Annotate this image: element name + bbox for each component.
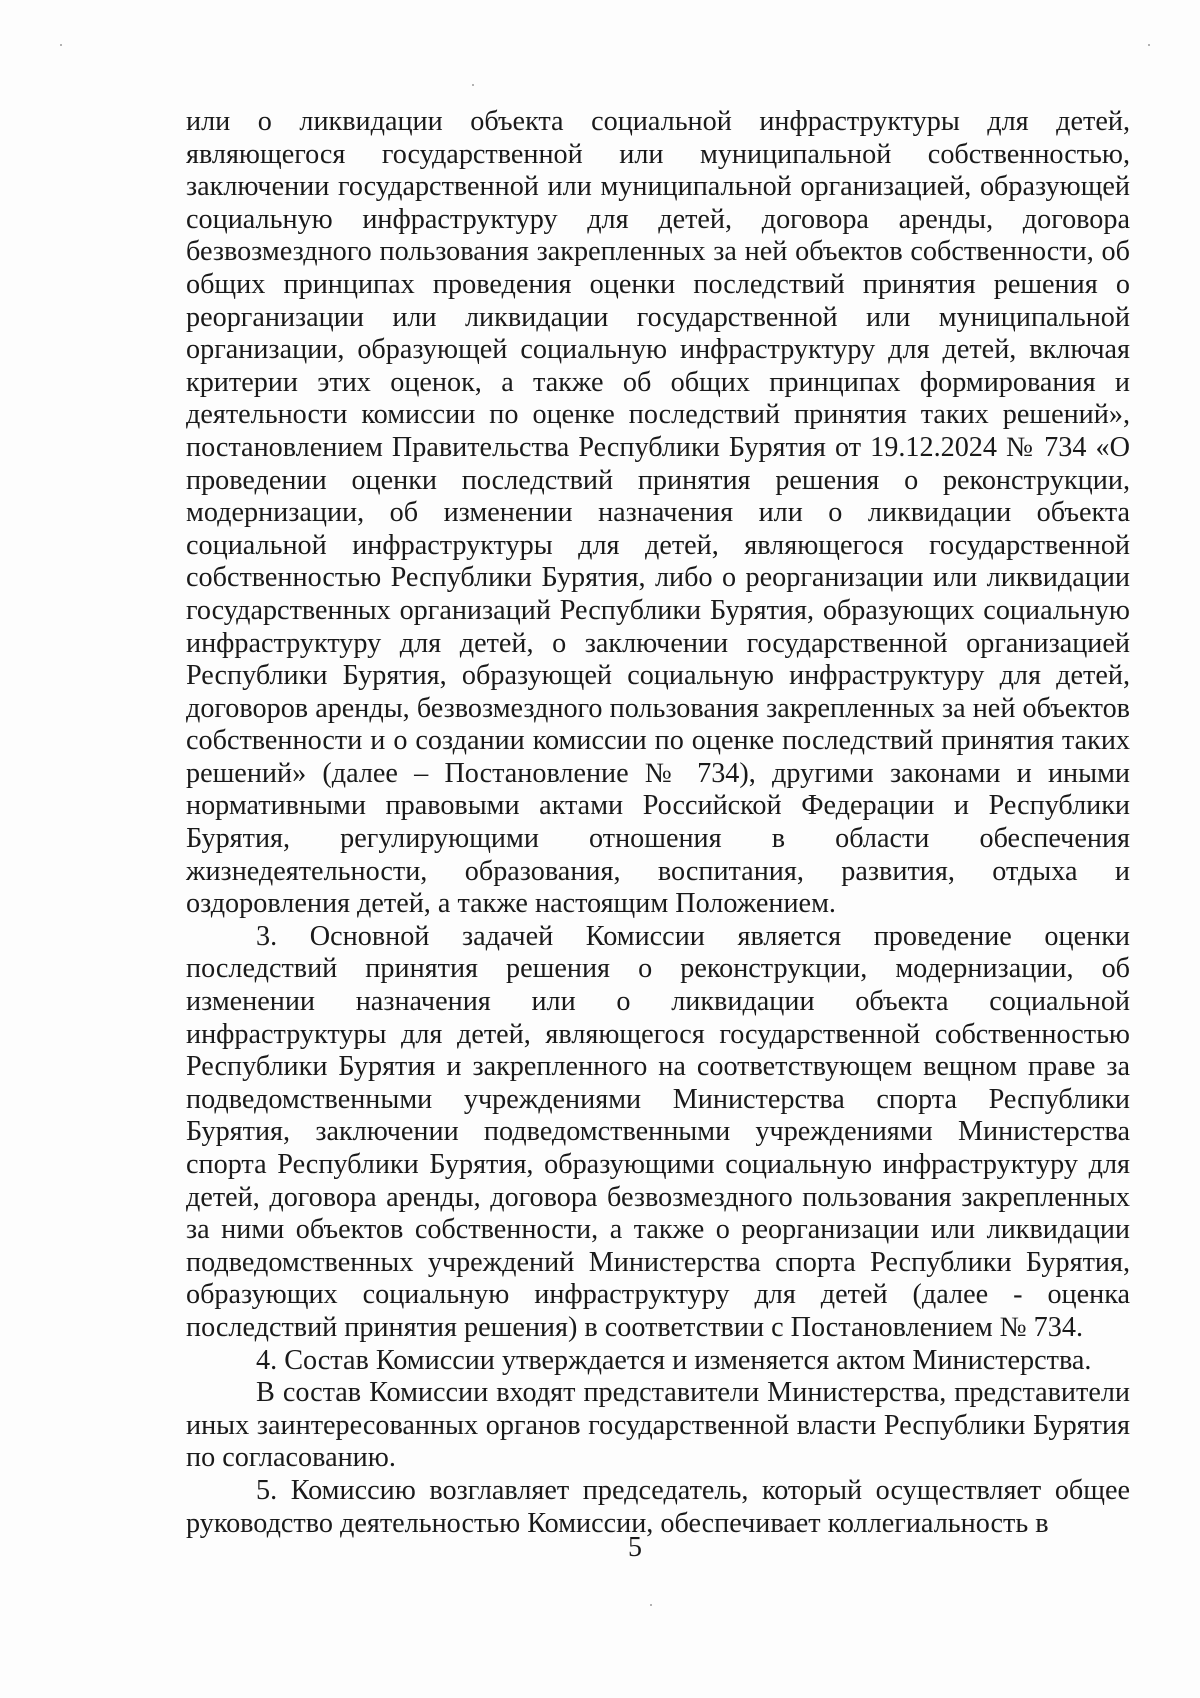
document-body — [186, 106, 1130, 1540]
paragraph-commission-composition: В состав Комиссии входят представители Министерства, представители иных заинтересованных органов государственной власти Республики Бурятия по согласованию. — [186, 1377, 1130, 1474]
paragraph-item-5: 5. Комиссию возглавляет председатель, который осуществляет общее руководство деятельностью Комиссии, обеспечивает коллегиальность в — [186, 1474, 1130, 1539]
scan-speck — [472, 84, 474, 86]
scan-speck — [650, 1604, 652, 1606]
paragraph-item-4: 4. Состав Комиссии утверждается и изменяется актом Министерства. — [256, 1344, 1092, 1376]
scan-speck — [60, 44, 62, 46]
page-number: 5 — [628, 1532, 642, 1563]
paragraph-continuation: или о ликвидации объекта социальной инфраструктуры для детей, являющегося государственной или муниципальной собственностью, заключении государственной или муниципальной организацией, образующей социальную инфраструктуру для детей, договора аренды, договора безвозмездного пользования закрепленных за ней объектов собственности, об общих принципах проведения оценки последствий принятия решения о реорганизации или ликвидации государственной или муниципальной организации, образующей социальную инфраструктуру для детей, включая критерии этих оценок, а также об общих принципах формирования и деятельности комиссии по оценке последствий принятия таких решений», постановлением Правительства Республики Бурятия от 19.12.2024 № 734 «О проведении оценки последствий принятия решения о реконструкции, модернизации, об изменении назначения или о ликвидации объекта социальной инфраструктуры для детей, являющегося государственной собственностью Республики Бурятия, либо о реорганизации или ликвидации государственных организаций Республики Бурятия, образующих социальную инфраструктуру для детей, о заключении государственной организацией Республики Бурятия, образующей социальную инфраструктуру для детей, договоров аренды, безвозмездного пользования закрепленных за ней объектов собственности и о создании комиссии по оценке последствий принятия таких решений» (далее – Постановление № 734), другими законами и иными нормативными правовыми актами Российской Федерации и Республики Бурятия, регулирующими отношения в области обеспечения жизнедеятельности, образования, воспитания, развития, отдыха и оздоровления детей, а также настоящим Положением. — [186, 106, 1130, 920]
scan-speck — [1148, 44, 1150, 46]
paragraph-item-3: 3. Основной задачей Комиссии является проведение оценки последствий принятия решения о реконструкции, модернизации, об изменении назначения или о ликвидации объекта социальной инфраструктуры для детей, являющегося государственной собственностью Республики Бурятия и закрепленного на соответствующем вещном праве за подведомственными учреждениями Министерства спорта Республики Бурятия, заключении подведомственными учреждениями Министерства спорта Республики Бурятия, образующими социальную инфраструктуру для детей, договора аренды, договора безвозмездного пользования закрепленных за ними объектов собственности, а также о реорганизации или ликвидации подведомственных учреждений Министерства спорта Республики Бурятия, образующих социальную инфраструктуру для детей (далее - оценка последствий принятия решения) в соответствии с Постановлением № 734. — [186, 920, 1130, 1343]
